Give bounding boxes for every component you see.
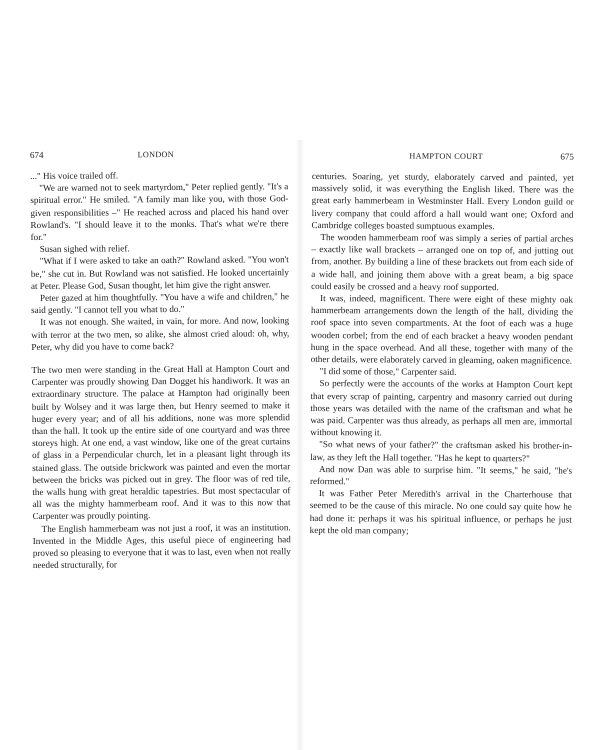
- paragraph: "So what news of your father?" the craftsman asked his brother-in-law, as they left the Hall together. "Has he kept to quarters?": [310, 439, 573, 464]
- paragraph: "We are warned not to seek martyrdom," Peter replied gently. "It's a spiritual error." He smiled. "A family man like you, with those God-given responsibilities –" He reached across and placed his hand over Rowland's. "I should leave it to the monks. That's what we're there for.": [30, 181, 289, 243]
- paragraph: So perfectly were the accounts of the works at Hampton Court kept that every scrap of painting, carpentry and masonry carried out during those years was detailed with the name of the craftsman and what he was paid. Carpenter was thus already, as perhaps all men are, immortal without knowing it.: [310, 378, 573, 438]
- paragraph: centuries. Soaring, yet sturdy, elaborately carved and painted, yet massively solid, it was everything the English liked. There was the great early hammerbeam in Westminster Hall. Every London guild or livery company that could afford a hall would want one; Oxford and Cambridge colleges boasted sumptuous examples.: [311, 170, 574, 231]
- paragraph: ..." His voice trailed off.: [30, 170, 119, 181]
- right-running-head: HAMPTON COURT: [409, 151, 484, 162]
- paragraph: The English hammerbeam was not just a roof, it was an institution. Invented in the Middle Ages, this useful piece of engineering had proved so pleasing to everyone that it was to last, even when not really needed structurally, for: [32, 521, 291, 571]
- left-running-head: LONDON: [137, 149, 175, 160]
- book-gutter: [296, 140, 304, 750]
- left-page: [30, 148, 291, 571]
- paragraph: The two men were standing in the Great Hall at Hampton Court and Carpenter was proudly showing Dan Dogget his handiwork. It was an extraordinary structure. The palace at Hampton had originally been built by Wolsey and it was large then, but Henry seemed to make it huger every year; and of all his additions, none was more splendid than the hall. It took up the entire side of one courtyard and was three storeys high. At one end, a vast window, like one of the great curtains of glass in a Perpendicular church, let in a pleasant light through its stained glass. The outside brickwork was painted and even the mortar between the bricks was picked out in grey. The floor was of red tile, the walls hung with great heraldic tapestries. But most spectacular of all was the mighty hammerbeam roof. And it was to this now that Carpenter was proudly pointing.: [31, 363, 291, 522]
- right-page-number: 675: [560, 151, 574, 162]
- paragraph: It was not enough. She waited, in vain, for more. And now, looking with terror at the two men, so alike, she almost cried aloud: oh, why, Peter, why did you have to come back?: [31, 315, 290, 352]
- paragraph: "I did some of those," Carpenter said.: [319, 366, 457, 378]
- paragraph: Peter gazed at him thoughtfully. "You have a wife and children," he said gently. "I cannot tell you what to do.": [31, 291, 290, 316]
- paragraph: Susan sighed with relief.: [39, 243, 130, 255]
- paragraph: And now Dan was able to surprise him. "It seems," he said, "he's reformed.": [309, 463, 573, 487]
- left-page-header: [30, 148, 288, 160]
- right-page-header: [312, 150, 574, 162]
- paragraph: It was Father Peter Meredith's arrival in the Charterhouse that seemed to be the cause of this miracle. No one could say quite how he had done it: perhaps it was his spiritual influence, or perhaps he just kept the old man company;: [309, 488, 572, 536]
- left-page-body: [30, 168, 291, 571]
- paragraph: The wooden hammerbeam roof was simply a series of partial arches – exactly like wall brackets – arranged one on top of, and jutting out from, another. By building a line of these brackets out from each side of a wide hall, and joining them above with a great beam, a big space could easily be crossed and a heavy roof supported.: [311, 232, 574, 292]
- right-page-body: [310, 170, 574, 538]
- paragraph: "What if I were asked to take an oath?" Rowland asked. "You won't be," she cut in. But Rowland was not satisfied. He looked uncertainly at Peter. Please God, Susan thought, let him give the right answer.: [30, 254, 289, 291]
- left-page-number: 674: [30, 149, 44, 160]
- paragraph: It was, indeed, magnificent. There were eight of these mighty oak hammerbeam arrangements down the length of the hall, dividing the roof space into seven compartments. At the foot of each was a huge wooden corbel; from the end of each bracket a heavy wooden pendant hung in the space overhead. And all these, together with many of the other details, were elaborately carved in gleaming, oaken magnificence.: [310, 293, 574, 366]
- right-page: [310, 150, 574, 538]
